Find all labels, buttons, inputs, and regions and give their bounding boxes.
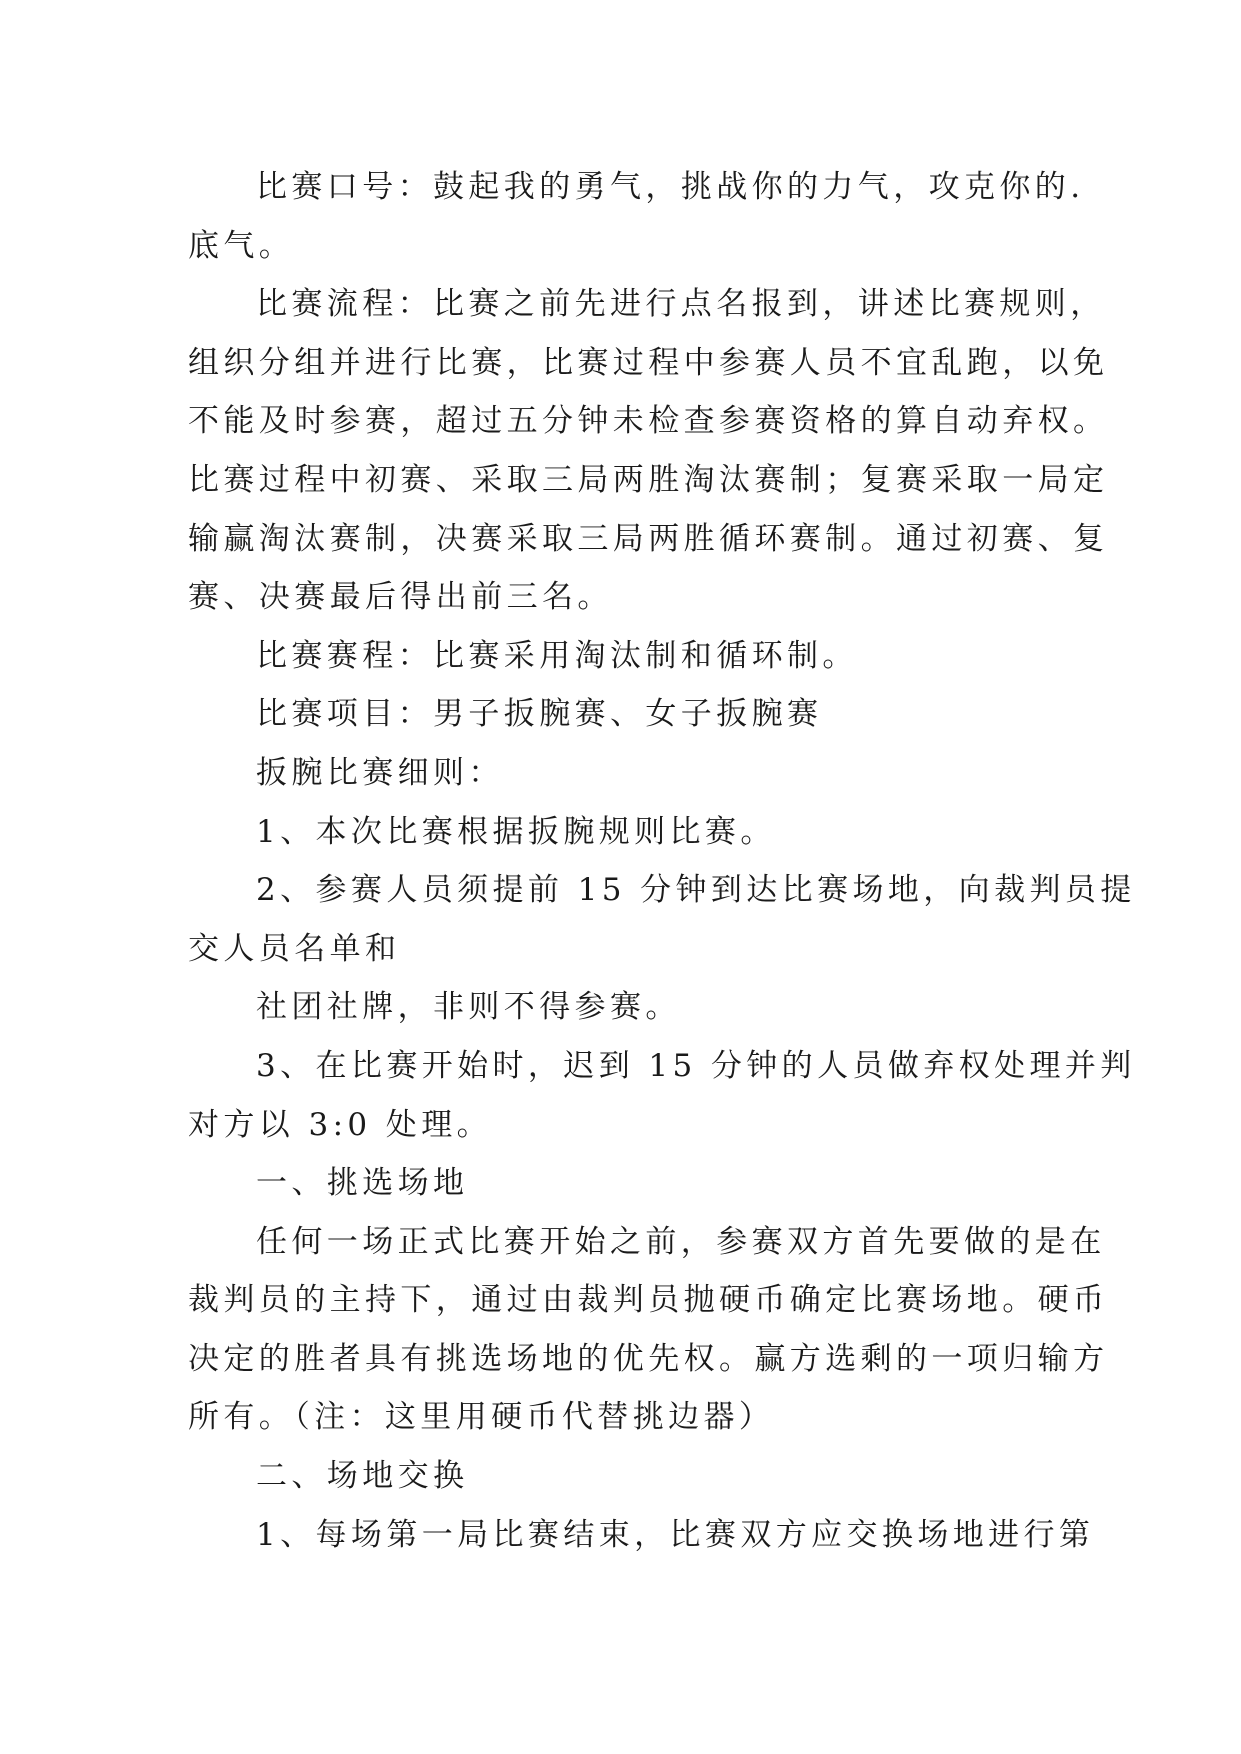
paragraph-line: 比赛赛程：比赛采用淘汰制和循环制。 — [256, 637, 858, 674]
paragraph-line: 比赛口号：鼓起我的勇气，挑战你的力气，攻克你的. — [256, 169, 1085, 205]
document-body — [188, 158, 1136, 1564]
paragraph-line: 社团社牌，非则不得参赛。 — [256, 989, 681, 1026]
paragraph-line: 交人员名单和 — [188, 930, 401, 967]
paragraph-line: 输赢淘汰赛制，决赛采取三局两胜循环赛制。通过初赛、复 — [188, 520, 1109, 557]
paragraph-line: 3、在比赛开始时，迟到 15 分钟的人员做弃权处理并判 — [256, 1047, 1136, 1084]
paragraph-line: 比赛过程中初赛、采取三局两胜淘汰赛制；复赛采取一局定 — [188, 461, 1109, 498]
section-heading: 扳腕比赛细则： — [256, 754, 504, 791]
paragraph-line: 2、参赛人员须提前 15 分钟到达比赛场地，向裁判员提 — [256, 872, 1136, 909]
paragraph-line: 底气。 — [188, 227, 295, 264]
paragraph-line: 任何一场正式比赛开始之前，参赛双方首先要做的是在 — [256, 1223, 1106, 1260]
paragraph-line: 不能及时参赛，超过五分钟未检查参赛资格的算自动弃权。 — [188, 403, 1109, 440]
paragraph-line: 赛、决赛最后得出前三名。 — [188, 579, 613, 616]
paragraph-line: 比赛项目：男子扳腕赛、女子扳腕赛 — [256, 696, 823, 733]
paragraph-line: 对方以 3:0 处理。 — [188, 1106, 492, 1143]
section-heading: 一、挑选场地 — [256, 1165, 469, 1202]
paragraph-line: 1、每场第一局比赛结束，比赛双方应交换场地进行第 — [256, 1516, 1095, 1553]
paragraph-line: 组织分组并进行比赛，比赛过程中参赛人员不宜乱跑，以免 — [188, 344, 1109, 381]
paragraph-line: 裁判员的主持下，通过由裁判员抛硬币确定比赛场地。硬币 — [188, 1282, 1109, 1319]
paragraph-line: 决定的胜者具有挑选场地的优先权。赢方选剩的一项归输方 — [188, 1340, 1109, 1377]
paragraph-line: 比赛流程：比赛之前先进行点名报到，讲述比赛规则， — [256, 286, 1106, 323]
paragraph-line: 所有。（注：这里用硬币代替挑边器） — [188, 1399, 775, 1436]
section-heading: 二、场地交换 — [256, 1458, 469, 1495]
paragraph-line: 1、本次比赛根据扳腕规则比赛。 — [256, 813, 776, 850]
